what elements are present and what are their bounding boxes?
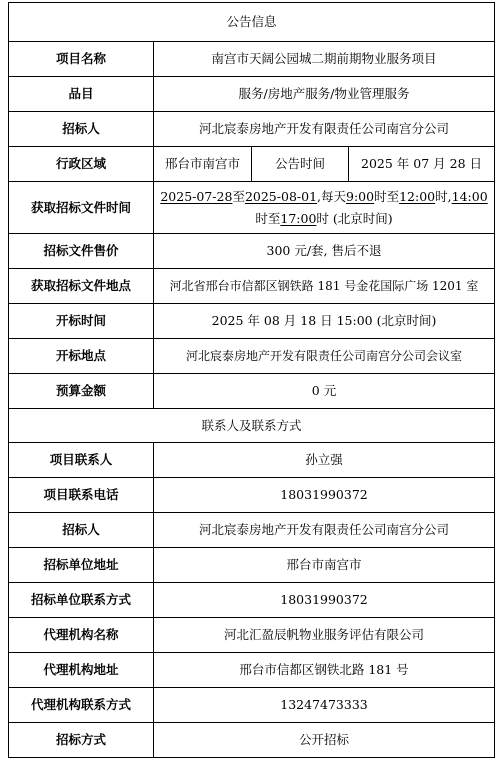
category-label: 品目 xyxy=(9,77,154,112)
budget-value: 0 元 xyxy=(154,374,495,409)
tenderer-contact-label: 招标单位联系方式 xyxy=(9,583,154,618)
open-time-value: 2025 年 08 月 18 日 15:00 (北京时间) xyxy=(154,304,495,339)
category-value: 服务/房地产服务/物业管理服务 xyxy=(154,77,495,112)
doc-place-value: 河北省邢台市信都区钢铁路 181 号金花国际广场 1201 室 xyxy=(154,269,495,304)
doc-time-tz: 时 (北京时间) xyxy=(316,210,393,226)
open-place-label: 开标地点 xyxy=(9,339,154,374)
doc-time-label: 获取招标文件时间 xyxy=(9,182,154,234)
agency-contact-value: 13247473333 xyxy=(154,688,495,723)
open-time-label: 开标时间 xyxy=(9,304,154,339)
doc-time-daily: ,每天 xyxy=(317,188,347,204)
doc-time-to: 至 xyxy=(232,188,245,204)
doc-time-to-2: 时至 xyxy=(374,188,400,204)
doc-time-to-3: 时至 xyxy=(255,210,281,226)
doc-hour-4: 17:00 xyxy=(280,210,317,226)
tender-method-label: 招标方式 xyxy=(9,723,154,758)
section-title-contacts: 联系人及联系方式 xyxy=(9,409,495,443)
publish-time-value: 2025 年 07 月 28 日 xyxy=(349,147,495,182)
tenderer-address-label: 招标单位地址 xyxy=(9,548,154,583)
tenderer-label: 招标人 xyxy=(9,112,154,147)
publish-time-label: 公告时间 xyxy=(252,147,349,182)
open-place-value: 河北宸泰房地产开发有限责任公司南宫分公司会议室 xyxy=(154,339,495,374)
region-label: 行政区域 xyxy=(9,147,154,182)
contact-person-label: 项目联系人 xyxy=(9,443,154,478)
contact-person-value: 孙立强 xyxy=(154,443,495,478)
tenderer-address-value: 邢台市南宫市 xyxy=(154,548,495,583)
doc-price-label: 招标文件售价 xyxy=(9,234,154,269)
tenderer-value: 河北宸泰房地产开发有限责任公司南宫分公司 xyxy=(154,112,495,147)
agency-contact-label: 代理机构联系方式 xyxy=(9,688,154,723)
budget-label: 预算金额 xyxy=(9,374,154,409)
agency-name-value: 河北汇盈辰帆物业服务评估有限公司 xyxy=(154,618,495,653)
announcement-table xyxy=(8,2,495,758)
doc-price-value: 300 元/套, 售后不退 xyxy=(154,234,495,269)
section-title-announcement: 公告信息 xyxy=(9,3,495,42)
tenderer2-label: 招标人 xyxy=(9,513,154,548)
doc-time-sep: 时, xyxy=(435,188,452,204)
doc-hour-1: 9:00 xyxy=(346,188,375,204)
agency-address-label: 代理机构地址 xyxy=(9,653,154,688)
project-name-value: 南宫市天阔公园城二期前期物业服务项目 xyxy=(154,42,495,77)
project-name-label: 项目名称 xyxy=(9,42,154,77)
tenderer2-value: 河北宸泰房地产开发有限责任公司南宫分公司 xyxy=(154,513,495,548)
agency-name-label: 代理机构名称 xyxy=(9,618,154,653)
agency-address-value: 邢台市信都区钢铁北路 181 号 xyxy=(154,653,495,688)
doc-hour-2: 12:00 xyxy=(399,188,436,204)
tender-method-value: 公开招标 xyxy=(154,723,495,758)
region-value: 邢台市南宫市 xyxy=(154,147,252,182)
tenderer-contact-value: 18031990372 xyxy=(154,583,495,618)
doc-place-label: 获取招标文件地点 xyxy=(9,269,154,304)
doc-start-date: 2025-07-28 xyxy=(160,188,233,204)
doc-end-date: 2025-08-01 xyxy=(244,188,318,204)
contact-phone-value: 18031990372 xyxy=(154,478,495,513)
doc-hour-3: 14:00 xyxy=(451,188,488,204)
contact-phone-label: 项目联系电话 xyxy=(9,478,154,513)
doc-time-value xyxy=(154,182,495,234)
